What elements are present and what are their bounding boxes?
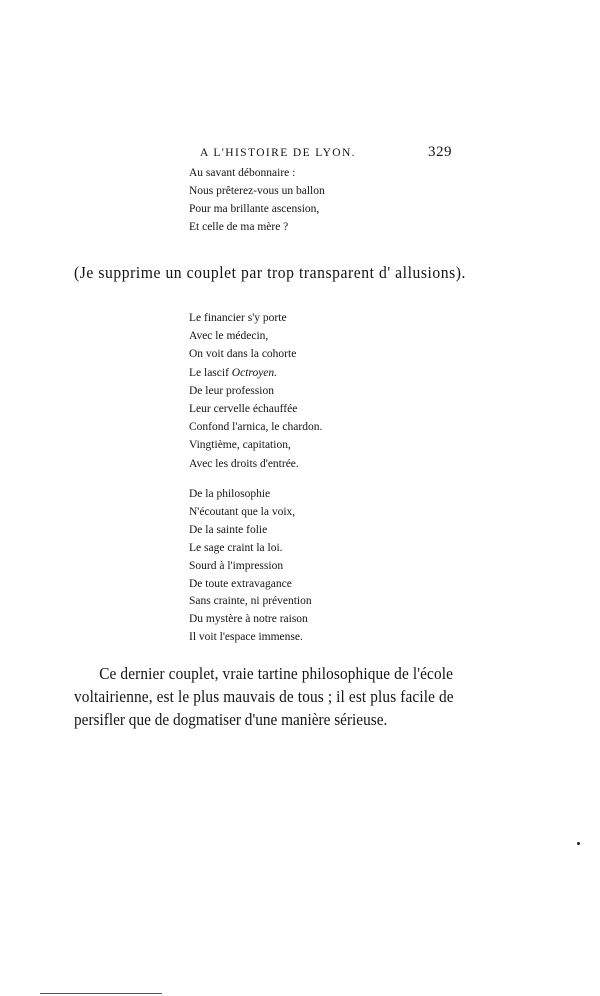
running-head: A L'HISTOIRE DE LYON.	[200, 147, 356, 159]
verse-line: N'écoutant que la voix,	[189, 505, 296, 518]
editorial-aside: (Je supprime un couplet par trop transparent d' allusions).	[74, 263, 466, 282]
verse-line	[189, 364, 322, 382]
verse-line: De la sainte folie	[189, 523, 268, 536]
verse-line: Du mystère à notre raison	[189, 613, 308, 626]
verse-line: Avec les droits d'entrée.	[189, 457, 299, 470]
italic-name: Octroyen.	[231, 366, 278, 379]
verse-line: Avec le médecin,	[189, 330, 269, 343]
verse-line: De la philosophie	[189, 488, 271, 500]
paragraph-line: voltairienne, est le plus mauvais de tous ; il est plus facile de	[74, 687, 454, 706]
ink-speck	[577, 842, 580, 845]
verse-line: Et celle de ma mère ?	[189, 221, 289, 233]
verse-line: De toute extravagance	[189, 577, 292, 590]
verse-line: De leur profession	[189, 384, 274, 397]
commentary-paragraph	[74, 662, 528, 731]
verse-line: Au savant débonnaire :	[189, 167, 296, 179]
page-number: 329	[428, 144, 452, 160]
poem-stanza-3	[189, 486, 312, 647]
verse-line: Le sage craint la loi.	[189, 541, 283, 554]
verse-line: Nous prêterez-vous un ballon	[189, 185, 325, 197]
verse-line: Vingtième, capitation,	[189, 439, 291, 452]
verse-line: Sourd à l'impression	[189, 559, 284, 572]
paragraph-line: persifler que de dogmatiser d'une manière sérieuse.	[74, 710, 388, 729]
verse-line: Pour ma brillante ascension,	[189, 203, 320, 215]
verse-text: Le lascif	[189, 366, 232, 379]
verse-line: Le financier s'y porte	[189, 312, 287, 324]
verse-line: On voit dans la cohorte	[189, 348, 297, 361]
poem-stanza-1	[189, 164, 325, 236]
verse-line: Il voit l'espace immense.	[189, 631, 303, 644]
verse-line: Leur cervelle échauffée	[189, 403, 298, 416]
verse-line: Sans crainte, ni prévention	[189, 595, 312, 608]
poem-stanza-2	[189, 309, 322, 473]
bottom-rule	[40, 993, 162, 994]
verse-line: Confond l'arnica, le chardon.	[189, 421, 323, 434]
paragraph-line: Ce dernier couplet, vraie tartine philosophique de l'école	[99, 664, 454, 683]
